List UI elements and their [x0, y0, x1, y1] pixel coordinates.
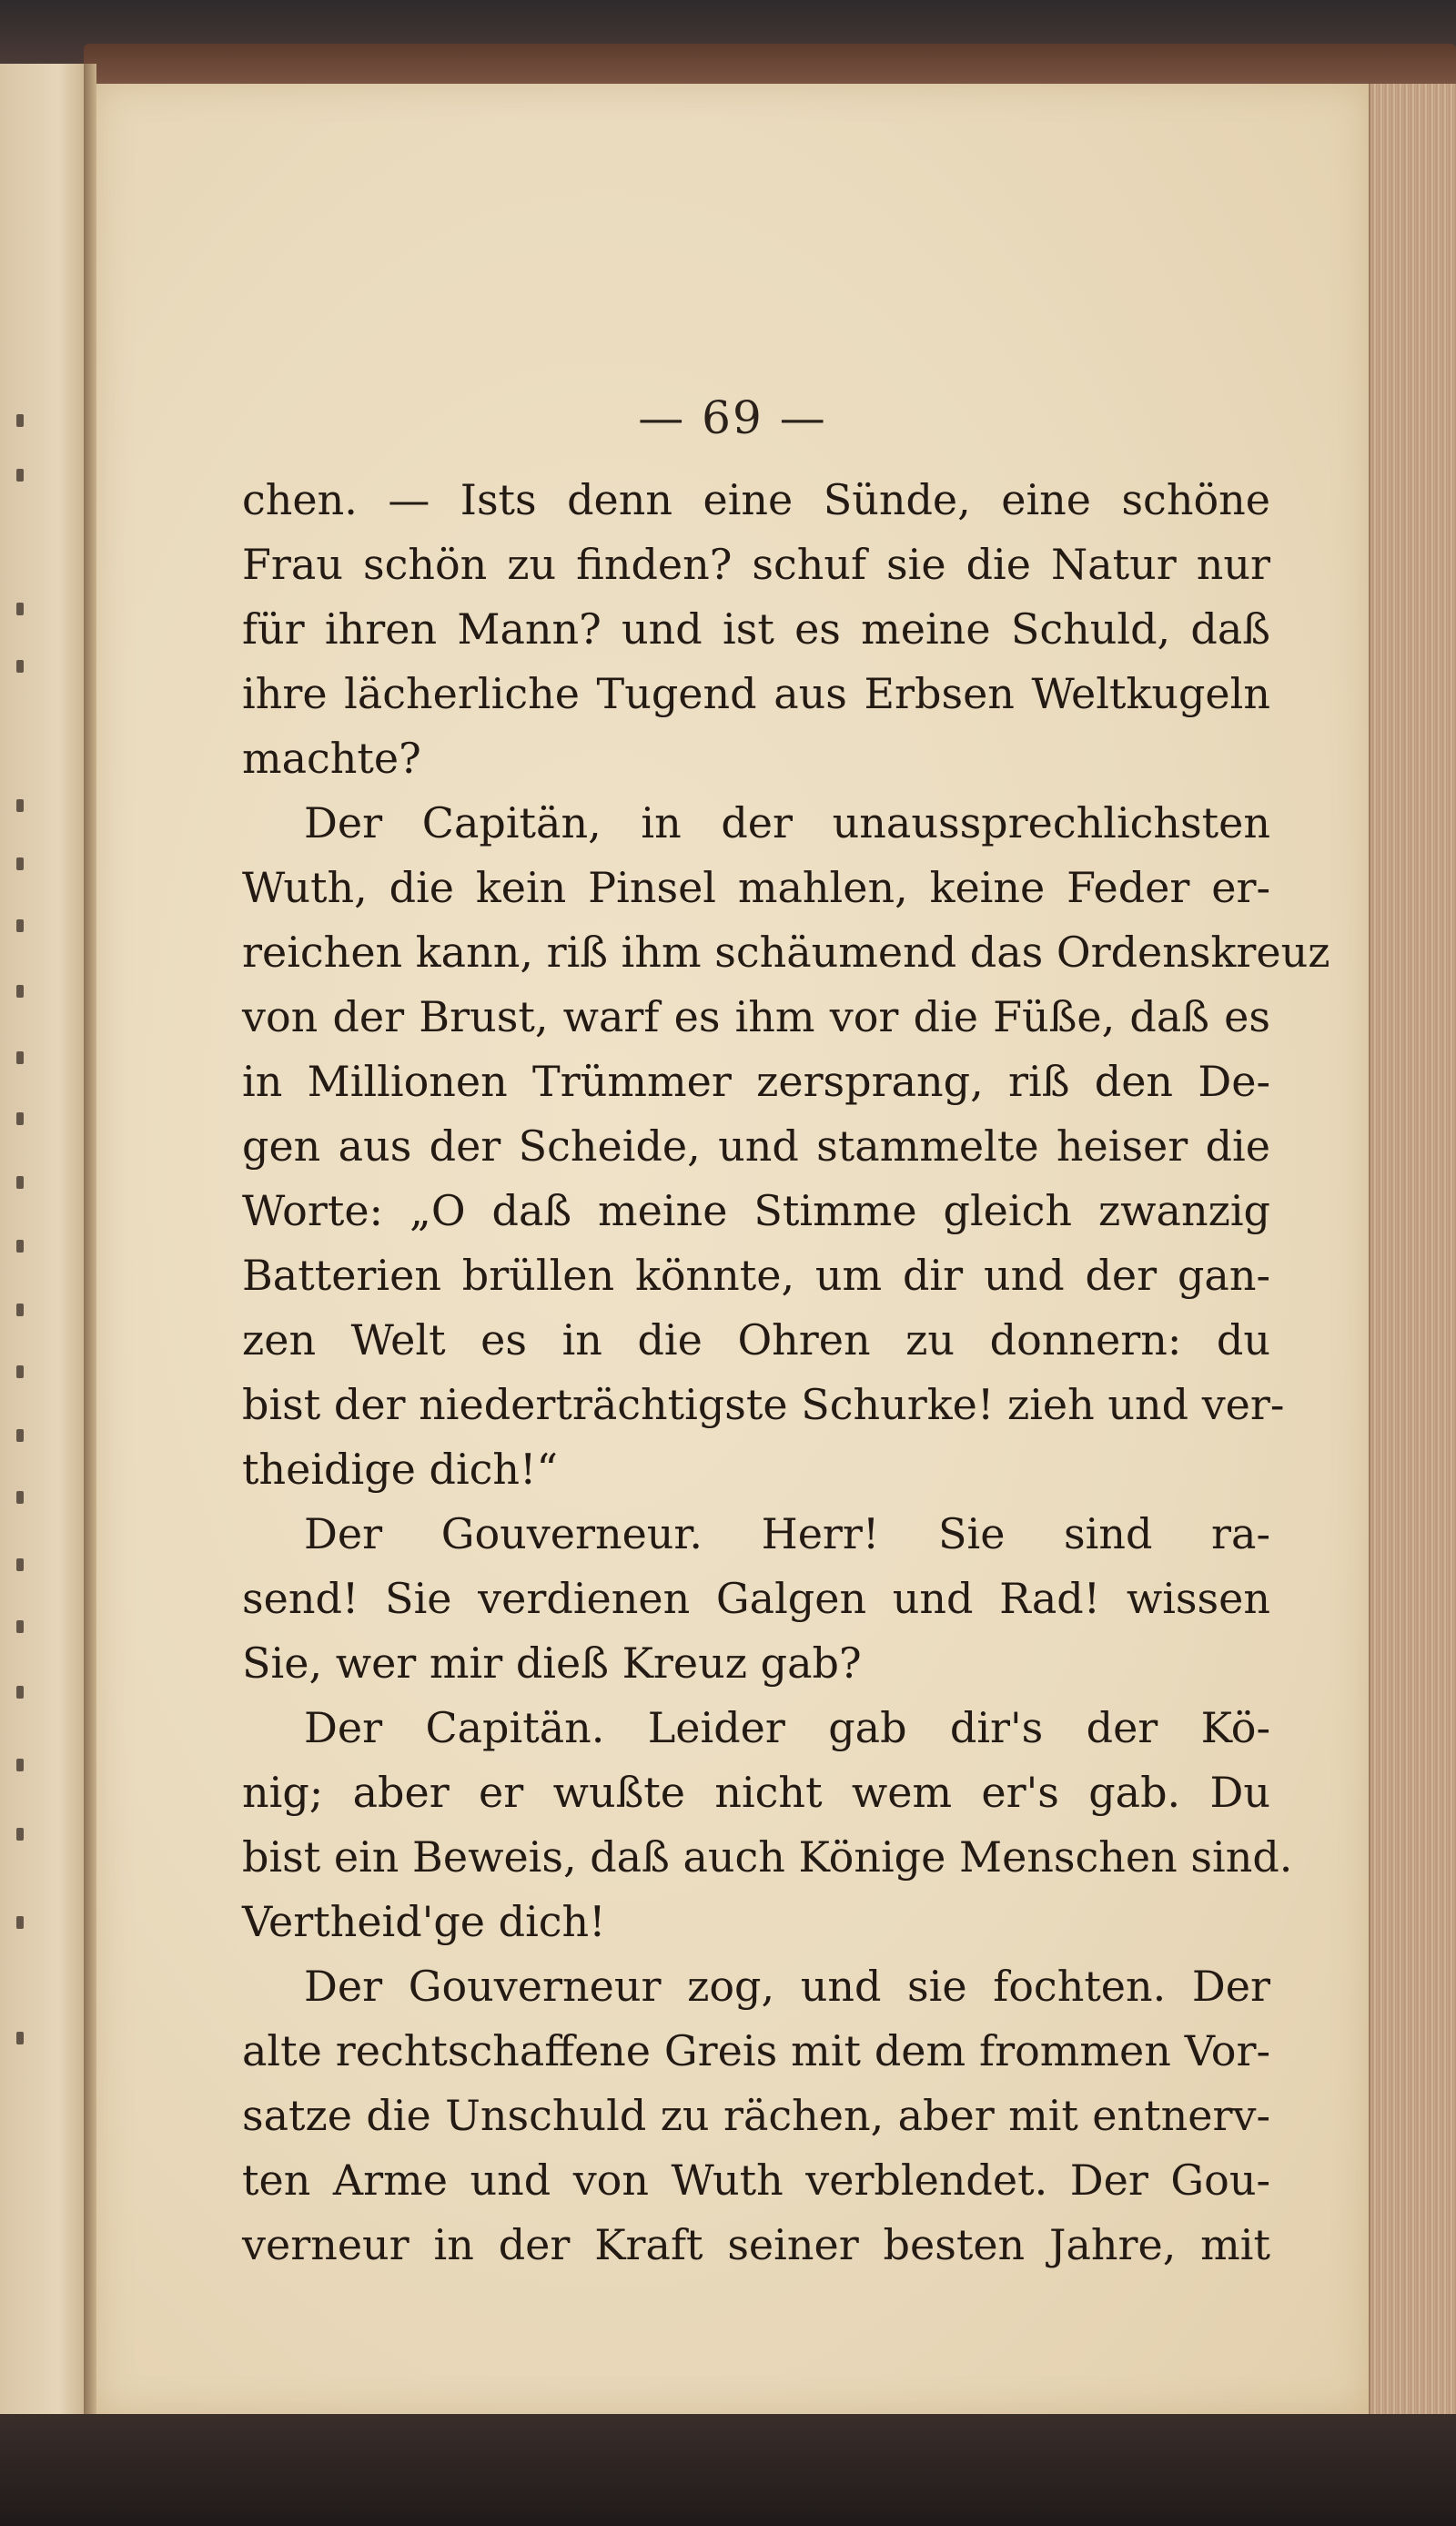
ink-mark	[16, 1240, 24, 1253]
text-line: Worte: „O daß meine Stimme gleich zwanzig	[242, 1186, 1270, 1235]
text-line: send! Sie verdienen Galgen und Rad! wissen	[242, 1574, 1270, 1623]
text-line: satze die Unschuld zu rächen, aber mit entnerv-	[242, 2091, 1270, 2140]
ink-mark	[16, 1916, 24, 1929]
ink-mark	[16, 1686, 24, 1699]
ink-mark	[16, 603, 24, 615]
text-line: Der Capitän. Leider gab dir's der Kö-	[304, 1703, 1270, 1752]
text-line: machte?	[242, 734, 421, 783]
page-text	[242, 468, 1330, 2277]
page-edges	[1369, 84, 1456, 2414]
ink-mark	[16, 1759, 24, 1771]
text-line: Frau schön zu finden? schuf sie die Natur nur	[242, 540, 1270, 589]
ink-mark	[16, 857, 24, 870]
text-line: Der Capitän, in der unaussprechlichsten	[304, 798, 1270, 847]
text-line: theidige dich!“	[242, 1445, 559, 1494]
ink-mark	[16, 1176, 24, 1189]
text-line: Der Gouverneur. Herr! Sie sind ra-	[304, 1509, 1270, 1558]
book-page	[96, 84, 1369, 2414]
text-line: von der Brust, warf es ihm vor die Füße, daß es	[242, 992, 1270, 1041]
ink-mark	[16, 414, 24, 427]
text-line: ihre lächerliche Tugend aus Erbsen Weltkugeln	[242, 669, 1270, 718]
text-line: Batterien brüllen könnte, um dir und der gan-	[242, 1251, 1270, 1300]
ink-mark	[16, 1429, 24, 1442]
book-spine-gutter	[84, 64, 96, 2444]
text-line: ten Arme und von Wuth verblendet. Der Gou-	[242, 2156, 1270, 2205]
text-line: für ihren Mann? und ist es meine Schuld, daß	[242, 604, 1270, 654]
text-line: gen aus der Scheide, und stammelte heiser die	[242, 1121, 1270, 1171]
ink-mark	[16, 1365, 24, 1378]
text-line: reichen kann, riß ihm schäumend das Ordenskreuz	[242, 928, 1330, 977]
ink-mark	[16, 660, 24, 673]
bottom-background	[0, 2414, 1456, 2526]
ink-mark	[16, 1620, 24, 1633]
ink-mark	[16, 799, 24, 812]
text-line: zen Welt es in die Ohren zu donnern: du	[242, 1315, 1270, 1364]
ink-mark	[16, 1304, 24, 1316]
page-number: — 69 —	[638, 391, 827, 444]
ink-mark	[16, 1051, 24, 1064]
text-line: Der Gouverneur zog, und sie fochten. Der	[304, 1962, 1270, 2011]
text-line: in Millionen Trümmer zersprang, riß den De-	[242, 1057, 1270, 1106]
ink-mark	[16, 1828, 24, 1841]
text-line: bist ein Beweis, daß auch Könige Menschen sind.	[242, 1832, 1293, 1882]
text-line: Vertheid'ge dich!	[242, 1897, 606, 1946]
text-line: chen. — Ists denn eine Sünde, eine schöne	[242, 475, 1270, 524]
book-binding-top	[84, 44, 1456, 86]
text-line: Wuth, die kein Pinsel mahlen, keine Feder er-	[242, 863, 1270, 912]
text-line: alte rechtschaffene Greis mit dem frommen Vor-	[242, 2026, 1270, 2075]
facing-page-edge	[0, 64, 86, 2444]
ink-mark	[16, 1491, 24, 1504]
text-line: Sie, wer mir dieß Kreuz gab?	[242, 1638, 862, 1688]
text-line: verneur in der Kraft seiner besten Jahre, mit	[242, 2220, 1270, 2269]
ink-mark	[16, 1112, 24, 1125]
ink-mark	[16, 469, 24, 482]
text-line: nig; aber er wußte nicht wem er's gab. Du	[242, 1768, 1270, 1817]
ink-mark	[16, 2032, 24, 2044]
ink-mark	[16, 1558, 24, 1571]
text-line: bist der niederträchtigste Schurke! zieh und ver-	[242, 1380, 1285, 1429]
ink-mark	[16, 919, 24, 932]
ink-mark	[16, 985, 24, 998]
